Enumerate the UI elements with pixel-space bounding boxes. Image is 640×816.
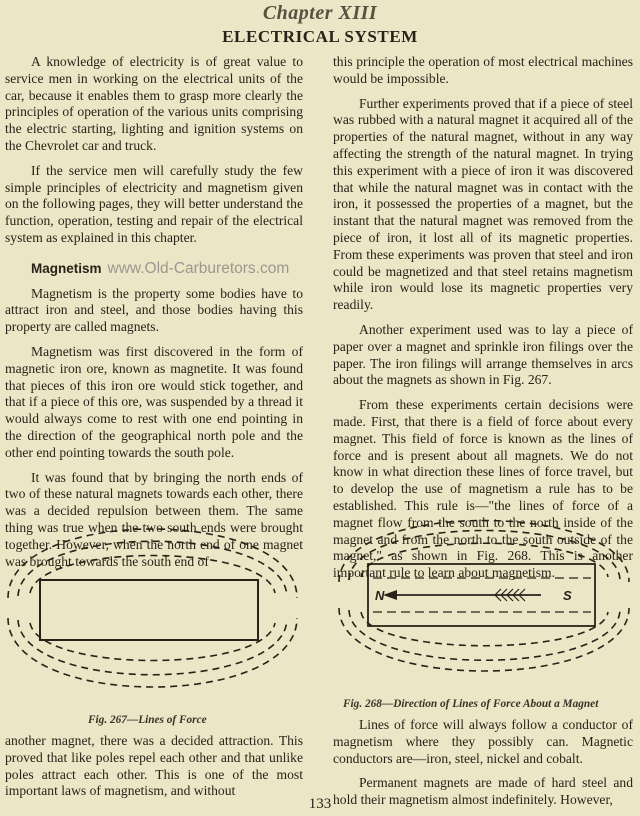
right-paragraph-6: Permanent magnets are made of hard steel and hold their magnetism almost indefinitely. However,: [333, 775, 633, 808]
left-column-continuation: [5, 733, 303, 800]
magnetism-paragraph-2: Magnetism was first discovered in the form of magnetic iron ore, known as magnetite. It was found that pieces of this iron ore would stick together, and that if a piece of this ore, was suspended by a thread it would always come to rest with one end pointing in the direction of the geographical north pole and the other end pointing towards the south pole.: [5, 343, 303, 460]
left-column: [5, 54, 303, 570]
continuation-paragraph: another magnet, there was a decided attraction. This proved that like poles repel each other and that unlike poles attract each other. This is one of the most important laws of magnetism, and without: [5, 733, 303, 799]
fig-268-north-label: N: [375, 588, 385, 603]
magnetism-heading: Magnetism: [31, 260, 102, 276]
fig-268-arrow-head: [383, 590, 397, 600]
right-paragraph-4: From these experiments certain decisions were made. First, that there is a field of force about every magnet. This field of force is known as the lines of force and is present about all magnets. We do not know in what direction these lines of force travel, but to develop the use of magnetism a rule has to be established. This rule is—"the lines of force of a magnet flow from the south to the north inside of the magnet and from the north to the south outside of the magnet," as shown in Fig. 268. This is another important rule to learn about magnetism.: [333, 397, 633, 581]
intro-paragraph-1: A knowledge of electricity is of great value to service men in working on the electrical units of the car, because it enables them to grasp more clearly the principles of operation of the various units comprising the electric starting, lighting and ignition systems on the Chevrolet car and truck.: [5, 54, 303, 153]
right-paragraph-1: this principle the operation of most electrical machines would be impossible.: [333, 54, 633, 86]
right-paragraph-2: Further experiments proved that if a piece of steel was rubbed with a natural magnet it acquired all of the properties of the natural magnet, without in any way affecting the strength of the natural magnet. In trying this experiment with a piece of iron it was discovered that while the natural magnet was in contact with the iron, it possessed the properties of a magnet, but the instant that the natural magnet was removed from the piece of iron, it lost all of its magnetic properties. From these experiments was proven that steel and iron could be magnetized and that steel retains magnetism while iron would lose its magnetic properties very readily.: [333, 95, 633, 313]
chapter-title: Chapter XIII: [262, 2, 378, 24]
fig-267-magnet-bar: [40, 580, 258, 640]
fig-268-caption: Fig. 268—Direction of Lines of Force About a Magnet: [343, 698, 599, 710]
watermark-text: www.Old-Carburetors.com: [107, 259, 290, 277]
right-paragraph-3: Another experiment used was to lay a piece of paper over a magnet and sprinkle iron filings over the paper. The iron filings will arrange themselves in arcs about the magnets as shown in Fig. 267.: [333, 321, 633, 388]
fig-268-south-label: S: [563, 588, 572, 603]
magnetism-heading-line: [5, 261, 303, 278]
section-title: ELECTRICAL SYSTEM: [222, 27, 418, 46]
page-number: 133: [308, 796, 332, 812]
fig-268-diagram: [333, 502, 635, 694]
fig-267-diagram: [0, 508, 305, 713]
magnetism-paragraph-1: Magnetism is the property some bodies have to attract iron and steel, and those bodies having this property are called magnets.: [5, 285, 303, 335]
right-paragraph-5: Lines of force will always follow a conductor of magnetism where they possibly can. Magnetic conductors are—iron, steel, nickel and cobalt.: [333, 717, 633, 766]
magnetism-paragraph-3: It was found that by bringing the north ends of two of these natural magnets towards each other, there was a decided repulsion between them. The same thing was true when the two south ends were brought together. However, when the north end of one magnet was brought towards the south end of: [5, 469, 303, 569]
fig-267-caption: Fig. 267—Lines of Force: [88, 714, 207, 726]
intro-paragraph-2: If the service men will carefully study the few simple principles of electricity and magnetism given on the following pages, they will better understand the function, operation, testing and repair of the electrical system as explained in this chapter.: [5, 162, 303, 245]
